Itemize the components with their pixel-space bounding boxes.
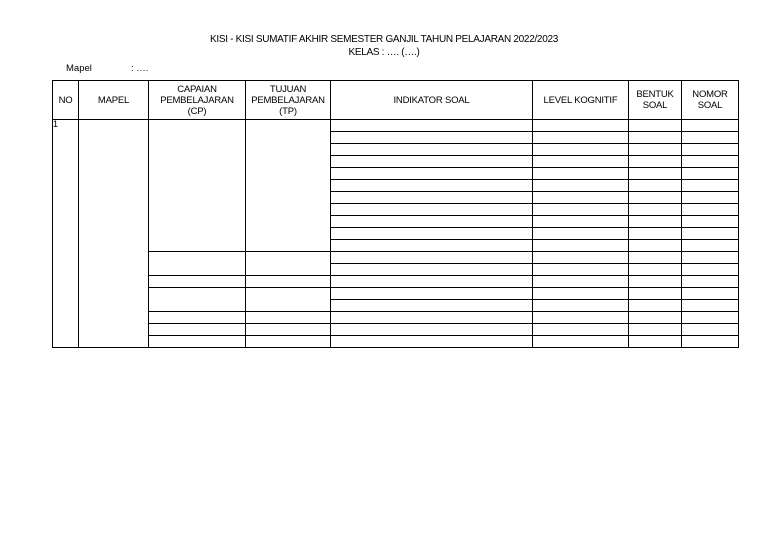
indikator-cell	[331, 132, 533, 144]
nomor-cell	[682, 132, 739, 144]
level-cell	[533, 216, 629, 228]
column-header-no: NO	[53, 81, 79, 120]
bentuk-cell	[629, 204, 682, 216]
cp-cell	[149, 252, 246, 276]
bentuk-cell	[629, 300, 682, 312]
cp-cell	[149, 312, 246, 324]
nomor-cell	[682, 288, 739, 300]
nomor-cell	[682, 168, 739, 180]
bentuk-cell	[629, 324, 682, 336]
level-cell	[533, 324, 629, 336]
subject-label: Mapel	[66, 63, 92, 74]
nomor-cell	[682, 336, 739, 348]
level-cell	[533, 312, 629, 324]
table-row	[53, 336, 739, 348]
cp-cell	[149, 336, 246, 348]
indikator-cell	[331, 288, 533, 300]
bentuk-cell	[629, 312, 682, 324]
nomor-cell	[682, 216, 739, 228]
cp-cell	[149, 324, 246, 336]
column-header-cp: CAPAIAN PEMBELAJARAN (CP)	[149, 81, 246, 120]
bentuk-cell	[629, 288, 682, 300]
indikator-cell	[331, 240, 533, 252]
bentuk-cell	[629, 276, 682, 288]
column-header-tp: TUJUAN PEMBELAJARAN (TP)	[246, 81, 331, 120]
tp-cell	[246, 252, 331, 276]
tp-cell	[246, 120, 331, 252]
level-cell	[533, 192, 629, 204]
bentuk-cell	[629, 192, 682, 204]
document-title: KISI - KISI SUMATIF AKHIR SEMESTER GANJIL TAHUN PELAJARAN 2022/2023	[210, 34, 558, 45]
cp-cell	[149, 288, 246, 312]
level-cell	[533, 180, 629, 192]
nomor-cell	[682, 312, 739, 324]
indikator-cell	[331, 216, 533, 228]
tp-cell	[246, 336, 331, 348]
table-row	[53, 288, 739, 300]
level-cell	[533, 300, 629, 312]
tp-cell	[246, 288, 331, 312]
level-cell	[533, 276, 629, 288]
level-cell	[533, 336, 629, 348]
indikator-cell	[331, 300, 533, 312]
nomor-cell	[682, 276, 739, 288]
nomor-cell	[682, 324, 739, 336]
bentuk-cell	[629, 156, 682, 168]
bentuk-cell	[629, 168, 682, 180]
tp-cell	[246, 276, 331, 288]
level-cell	[533, 288, 629, 300]
indikator-cell	[331, 168, 533, 180]
nomor-cell	[682, 252, 739, 264]
column-header-level: LEVEL KOGNITIF	[533, 81, 629, 120]
tp-cell	[246, 312, 331, 324]
table-row	[53, 276, 739, 288]
nomor-cell	[682, 120, 739, 132]
bentuk-cell	[629, 120, 682, 132]
indikator-cell	[331, 312, 533, 324]
table-row	[53, 324, 739, 336]
table-row	[53, 120, 739, 132]
bentuk-cell	[629, 336, 682, 348]
indikator-cell	[331, 228, 533, 240]
row-number-cell: 1	[53, 120, 79, 348]
nomor-cell	[682, 300, 739, 312]
level-cell	[533, 228, 629, 240]
indikator-cell	[331, 324, 533, 336]
bentuk-cell	[629, 240, 682, 252]
cp-cell	[149, 276, 246, 288]
mapel-cell	[79, 120, 149, 348]
indikator-cell	[331, 120, 533, 132]
blueprint-table	[52, 80, 739, 348]
cp-cell	[149, 120, 246, 252]
bentuk-cell	[629, 252, 682, 264]
column-header-indikator: INDIKATOR SOAL	[331, 81, 533, 120]
nomor-cell	[682, 264, 739, 276]
level-cell	[533, 120, 629, 132]
nomor-cell	[682, 156, 739, 168]
indikator-cell	[331, 252, 533, 264]
nomor-cell	[682, 240, 739, 252]
column-header-mapel: MAPEL	[79, 81, 149, 120]
bentuk-cell	[629, 144, 682, 156]
level-cell	[533, 252, 629, 264]
bentuk-cell	[629, 228, 682, 240]
subject-value: : ….	[131, 63, 149, 74]
indikator-cell	[331, 264, 533, 276]
table-header-row	[53, 81, 739, 120]
level-cell	[533, 240, 629, 252]
nomor-cell	[682, 180, 739, 192]
column-header-nomor: NOMOR SOAL	[682, 81, 739, 120]
indikator-cell	[331, 276, 533, 288]
level-cell	[533, 144, 629, 156]
bentuk-cell	[629, 132, 682, 144]
bentuk-cell	[629, 216, 682, 228]
level-cell	[533, 264, 629, 276]
table-row	[53, 312, 739, 324]
indikator-cell	[331, 144, 533, 156]
indikator-cell	[331, 156, 533, 168]
indikator-cell	[331, 180, 533, 192]
nomor-cell	[682, 228, 739, 240]
tp-cell	[246, 324, 331, 336]
nomor-cell	[682, 204, 739, 216]
class-label: KELAS : …. (….)	[348, 47, 420, 58]
indikator-cell	[331, 336, 533, 348]
level-cell	[533, 156, 629, 168]
indikator-cell	[331, 204, 533, 216]
bentuk-cell	[629, 180, 682, 192]
bentuk-cell	[629, 264, 682, 276]
column-header-bentuk: BENTUK SOAL	[629, 81, 682, 120]
level-cell	[533, 204, 629, 216]
level-cell	[533, 168, 629, 180]
indikator-cell	[331, 192, 533, 204]
table-row	[53, 252, 739, 264]
nomor-cell	[682, 192, 739, 204]
level-cell	[533, 132, 629, 144]
nomor-cell	[682, 144, 739, 156]
